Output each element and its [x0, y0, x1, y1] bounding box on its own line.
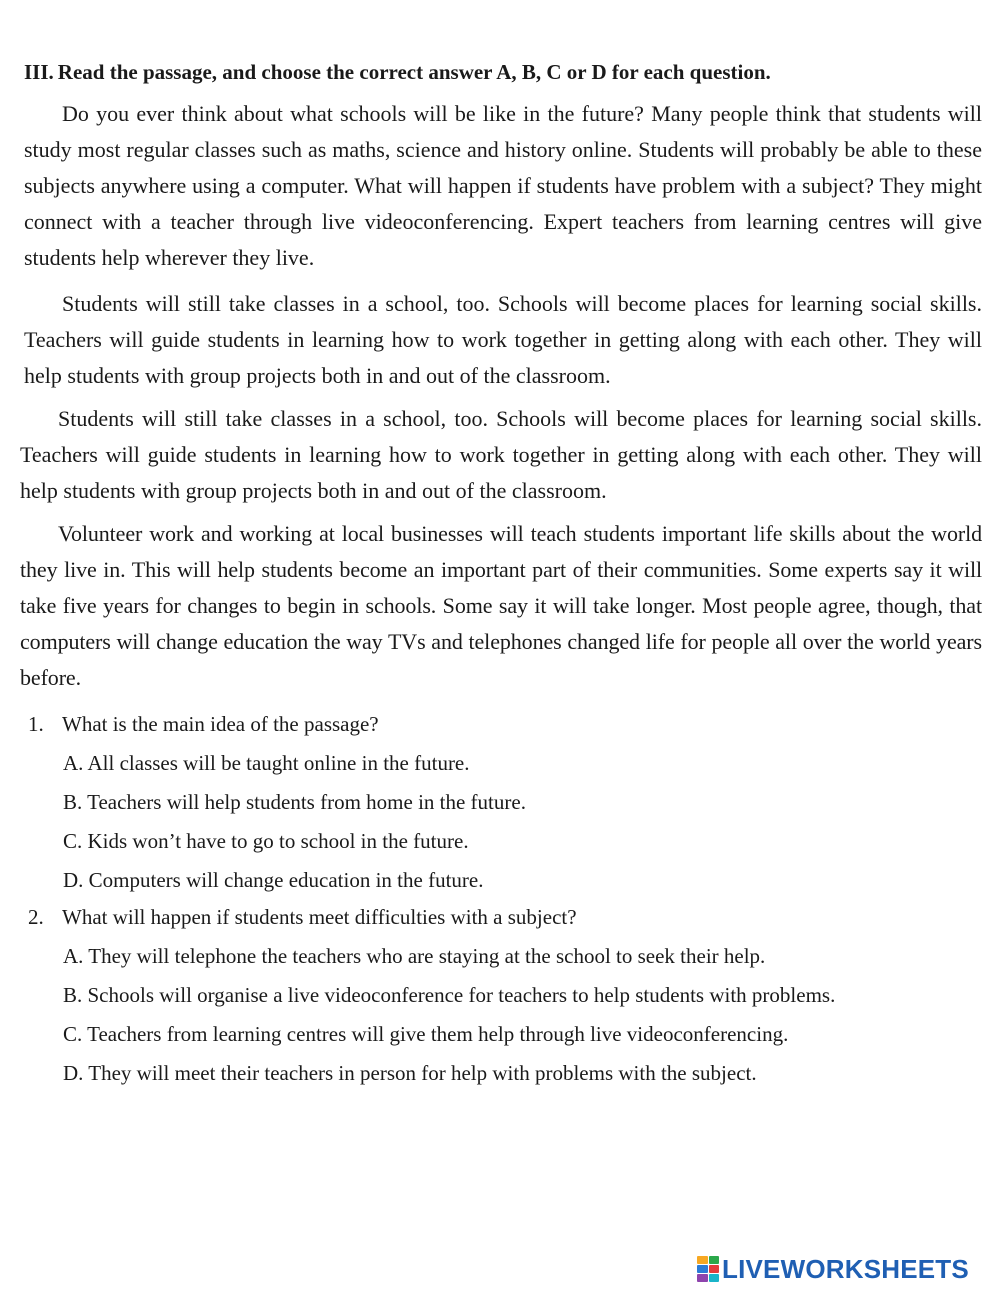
passage-paragraph-1: Do you ever think about what schools will be like in the future? Many people think that students will study most regular classes such as maths, science and history online. Students will probably be able to these subjects anywhere using a computer. What will happen if students have problem with a subject? They might connect with a teacher through live videoconferencing. Expert teachers from learning centres will give students help wherever they live. — [24, 101, 982, 270]
brand-name: LIVEWORKSHEETS — [722, 1254, 969, 1284]
question-1-option-c: C. Kids won’t have to go to school in the future. — [63, 829, 469, 853]
question-2-option-a: A. They will telephone the teachers who are staying at the school to seek their help. — [63, 944, 766, 968]
liveworksheets-logo-icon — [697, 1256, 719, 1282]
section-heading — [24, 58, 984, 86]
passage-paragraph-4: Volunteer work and working at local businesses will teach students important life skills about the world they live in. This will help students become an important part of their communities. Some experts say it will take five years for changes to begin in schools. Some say it will take longer. Most people agree, though, that computers will change education the way TVs and telephones changed life for people all over the world years before. — [20, 521, 982, 690]
question-1-option-a: A. All classes will be taught online in the future. — [63, 751, 470, 775]
question-2 — [28, 903, 577, 931]
question-1 — [28, 710, 379, 738]
question-1-text: What is the main idea of the passage? — [62, 712, 379, 736]
question-2-option-c: C. Teachers from learning centres will give them help through live videoconferencing. — [63, 1022, 789, 1046]
section-instruction: Read the passage, and choose the correct answer A, B, C or D for each question. — [57, 60, 771, 84]
question-2-number: 2. — [28, 905, 44, 929]
question-2-option-d: D. They will meet their teachers in person for help with problems with the subject. — [63, 1061, 757, 1085]
question-2-option-b: B. Schools will organise a live videoconference for teachers to help students with problems. — [63, 983, 836, 1007]
question-1-option-d: D. Computers will change education in the future. — [63, 868, 484, 892]
passage-paragraph-2: Students will still take classes in a school, too. Schools will become places for learning social skills. Teachers will guide students in learning how to work together in getting along with each other. They will help students with group projects both in and out of the classroom. — [24, 291, 982, 388]
liveworksheets-logo — [697, 1254, 969, 1284]
question-2-text: What will happen if students meet difficulties with a subject? — [62, 905, 577, 929]
section-number: III. — [24, 60, 54, 84]
question-1-option-b: B. Teachers will help students from home in the future. — [63, 790, 526, 814]
passage-paragraph-3: Students will still take classes in a school, too. Schools will become places for learning social skills. Teachers will guide students in learning how to work together in getting along with each other. They will help students with group projects both in and out of the classroom. — [20, 406, 982, 503]
question-1-number: 1. — [28, 712, 44, 736]
